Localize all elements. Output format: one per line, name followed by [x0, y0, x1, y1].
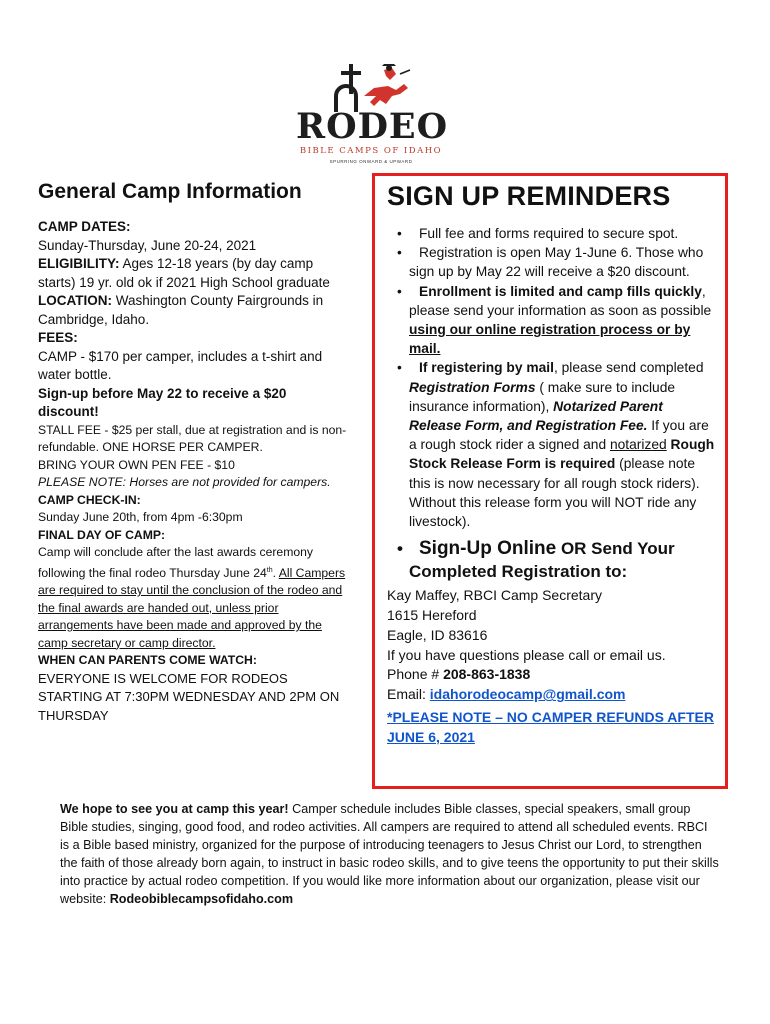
eligibility: [38, 255, 350, 292]
camp-dates-value: Sunday-Thursday, June 20-24, 2021: [38, 237, 257, 253]
signup-rest: OR Send Your Completed Registration to:: [409, 539, 675, 582]
bullet-icon: •: [397, 226, 402, 241]
email-line: [387, 685, 715, 705]
reminder-item-2-text: Registration is open May 1-June 6. Those who sign up by May 22 will receive a $20 discount.: [409, 245, 704, 280]
signup-reminders-box: [372, 173, 728, 789]
logo-tagline: SPURRING ONWARD & UPWARD: [329, 159, 413, 164]
reminder-item-4-text-b: ( make sure to include insurance information),: [409, 379, 676, 414]
reminder-item-4: [387, 358, 715, 531]
general-info-title: General Camp Information: [38, 180, 302, 203]
stall-fee: STALL FEE - $25 per stall, due at registration and is non-refundable. ONE HORSE PER CAMPER.: [38, 422, 347, 454]
phone-line: [387, 665, 715, 685]
reminder-item-3-bold: Enrollment is limited and camp fills quickly: [419, 283, 702, 299]
final-day-sup: th: [266, 566, 273, 574]
bullet-icon: •: [397, 245, 402, 261]
location-value: Washington County Fairgrounds in Cambridge, Idaho.: [38, 293, 324, 327]
logo-wordmark: RODEO: [296, 106, 449, 147]
phone-number: 208-863-1838: [443, 666, 531, 683]
general-info-section: [38, 180, 350, 725]
contact-city: Eagle, ID 83616: [387, 626, 488, 643]
notarized-text: notarized: [609, 437, 667, 453]
final-day-requirement: All Campers are required to stay until the conclusion of the rodeo and the final awards are handed out, unless prior arrangements have been made and approved by the camp secretary or camp director.: [38, 565, 346, 650]
watch-value: EVERYONE IS WELCOME FOR RODEOS STARTING AT 7:30PM WEDNESDAY AND 2PM ON THURSDAY: [38, 670, 340, 723]
signup-online: Sign-Up Online: [419, 538, 557, 560]
signup-heading: [387, 537, 715, 583]
contact-question: If you have questions please call or email us.: [387, 646, 666, 663]
phone-label: Phone #: [387, 666, 444, 683]
checkin-label: CAMP CHECK-IN:: [38, 492, 141, 507]
bullet-icon: •: [397, 360, 402, 376]
reminder-item-3-text: , please send your information as soon as possible: [409, 283, 712, 318]
final-day-text: Camp will conclude after the last awards ceremony following the final rodeo Thursday June 24: [38, 545, 314, 580]
reminder-item-3: [387, 282, 715, 359]
final-day-sep: .: [272, 565, 279, 580]
reminder-item-2: [387, 243, 715, 281]
eligibility-label: ELIGIBILITY:: [38, 256, 120, 271]
contact-name: Kay Maffey, RBCI Camp Secretary: [387, 587, 602, 604]
logo-subtitle: BIBLE CAMPS OF IDAHO: [299, 146, 443, 156]
location: [38, 292, 350, 329]
rough-stock-form: Rough Stock Release Form is required: [409, 437, 715, 472]
reminders-title: SIGN UP REMINDERS: [387, 181, 671, 211]
fees-label: FEES:: [38, 330, 78, 345]
reminder-item-4-text-c: If you are a rough stock rider a signed and: [409, 418, 709, 453]
horses-note: PLEASE NOTE: Horses are not provided for campers.: [38, 475, 331, 489]
rodeo-logo: [296, 60, 449, 178]
contact-block: [387, 586, 715, 747]
website-link[interactable]: Rodeobiblecampsofidaho.com: [109, 892, 294, 906]
checkin-value: Sunday June 20th, from 4pm -6:30pm: [38, 510, 243, 524]
footer-paragraph: [60, 800, 720, 908]
reminder-item-4-text-a: , please send completed: [553, 360, 704, 376]
pen-fee: BRING YOUR OWN PEN FEE - $10: [38, 457, 235, 472]
final-day-value: [38, 544, 350, 652]
footer-lead: We hope to see you at camp this year!: [60, 802, 289, 816]
final-day-label: FINAL DAY OF CAMP:: [38, 527, 166, 542]
email-link[interactable]: idahorodeocamp@gmail.com: [429, 686, 626, 703]
fees-value: CAMP - $170 per camper, includes a t-shirt and water bottle.: [38, 348, 323, 382]
bullet-icon: •: [397, 539, 403, 559]
signup-discount: Sign-up before May 22 to receive a $20 discount!: [38, 385, 287, 419]
registration-forms: Registration Forms: [409, 379, 536, 395]
camp-dates-label: CAMP DATES:: [38, 219, 131, 234]
reminder-item-4-text-d: (please note this is now necessary for all rough stock riders). Without this release form you will NOT ride any livestock).: [409, 456, 700, 530]
reminder-item-1-text: Full fee and forms required to secure spot.: [419, 226, 679, 241]
email-label: Email:: [387, 686, 430, 703]
reminder-item-1: [387, 224, 715, 243]
bullet-icon: •: [397, 283, 402, 299]
registration-link[interactable]: using our online registration process or by mail.: [409, 322, 691, 357]
reminder-item-4-bold: If registering by mail: [419, 360, 554, 376]
location-label: LOCATION:: [38, 293, 112, 308]
footer-body: Camper schedule includes Bible classes, special speakers, small group Bible studies, singing, good food, and rodeo activities. All campers are required to attend all scheduled events. RBCI is a Bible based ministry, organized for the purpose of introducing teenagers to Jesus Christ our Lord, to strengthen the faith of those already born again, to instruct in basic rodeo skills, and to give teens the opportunity to put their skills into practice by actual rodeo competition. If you would like more information about our organization, please visit our website:: [60, 802, 719, 906]
watch-label: WHEN CAN PARENTS COME WATCH:: [38, 653, 257, 668]
eligibility-value: Ages 12-18 years (by day camp starts) 19 yr. old ok if 2021 High School graduate: [38, 256, 330, 290]
refund-note: *PLEASE NOTE – NO CAMPER REFUNDS AFTER JUNE 6, 2021: [387, 709, 714, 745]
parent-release-form: Notarized Parent Release Form, and Registration Fee.: [409, 398, 663, 434]
contact-street: 1615 Hereford: [387, 607, 477, 624]
